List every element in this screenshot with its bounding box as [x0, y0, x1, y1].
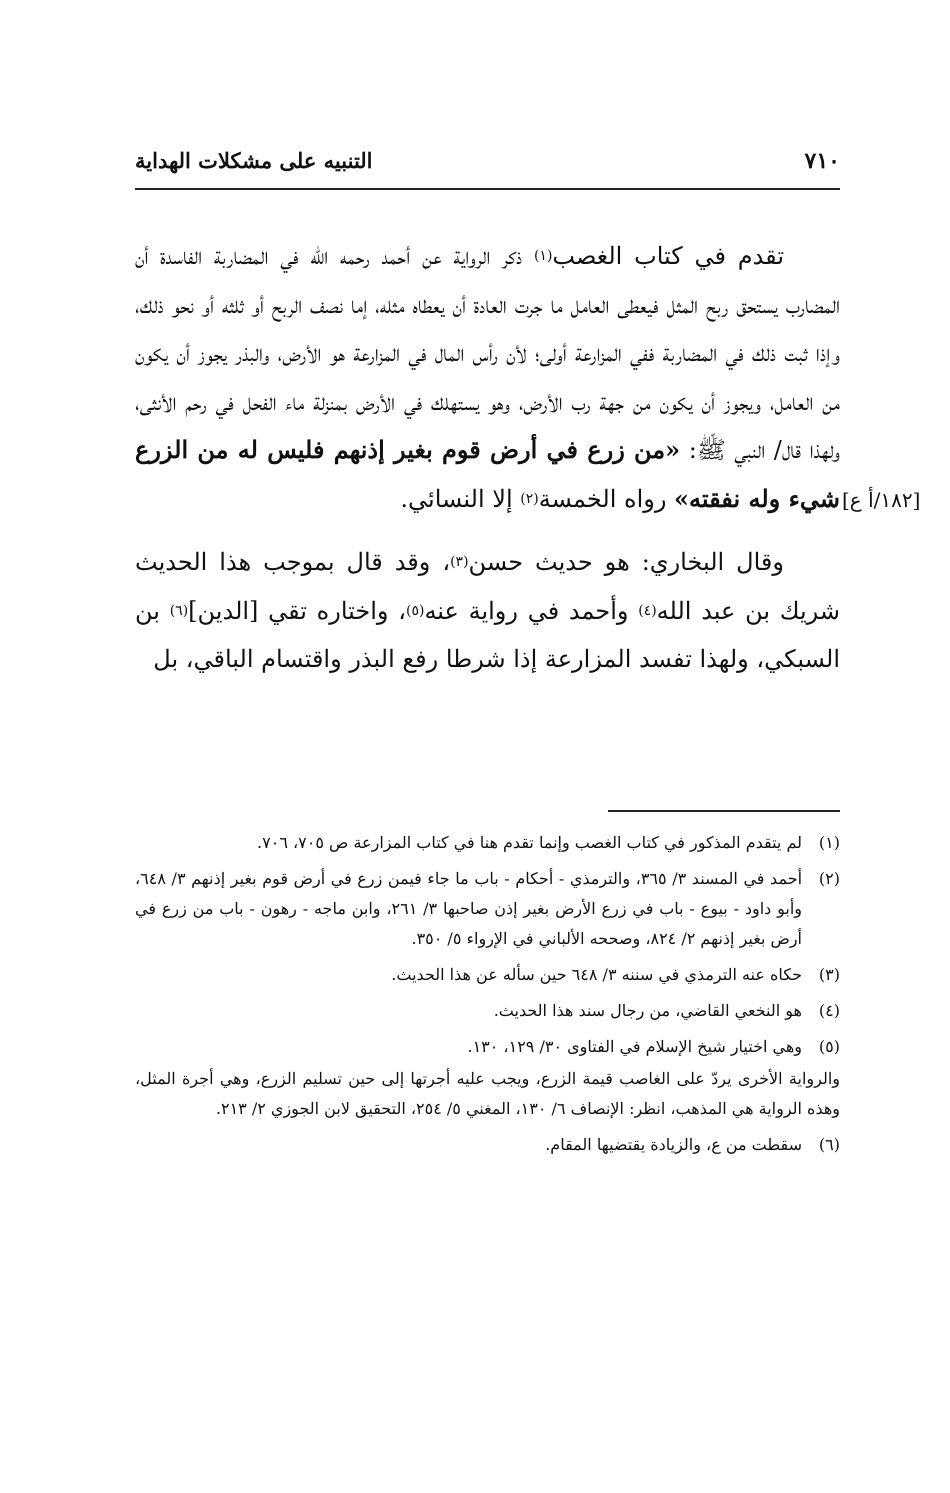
main-text: [135, 232, 840, 684]
footnote-number: (٦): [818, 1135, 840, 1154]
footnote-divider: [608, 810, 840, 812]
header-divider: [135, 188, 840, 190]
footnote-text: وهي اختيار شيخ الإسلام في الفتاوى ٣٠/ ١٢٩، ١٣٠.: [467, 1037, 802, 1056]
footnote-ref-3[interactable]: (٣): [450, 554, 469, 570]
footnote-ref-2[interactable]: (٢): [520, 490, 539, 507]
footnote-5-continuation: والرواية الأخرى يردّ على الغاصب قيمة الزرع، ويجب عليه أجرتها إلى حين تسليم الزرع، وهي أجرة المثل، وهذه الرواية هي المذهب، انظر: الإنصاف ٦/ ١٣٠، المغني ٥/ ٢٥٤، التحقيق لابن الجوزي ٢/ ٢١٣.: [135, 1069, 840, 1118]
book-title: التنبيه على مشكلات الهداية: [135, 148, 373, 173]
text-segment: رواه الخمسة: [538, 484, 675, 513]
footnote-2: [135, 864, 840, 954]
text-segment: وقال البخاري: هو حديث حسن: [468, 548, 784, 576]
footnote-text: هو النخعي القاضي، من رجال سند هذا الحديث.: [493, 1001, 802, 1020]
page-number: ٧١٠: [804, 148, 840, 174]
footnote-text: أحمد في المسند ٣/ ٣٦٥، والترمذي - أحكام - باب ما جاء فيمن زرع في أرض قوم بغير إذنهم ٣/ ٦٤٨، وأبو داود - بيوع - باب في زرع الأرض بغير إذن صاحبها ٣/ ٢٦١، وابن ماجه - رهون - باب من زرع في أرض بغير إذنهم ٢/ ٨٢٤، وصححه الألباني في الإرواء ٥/ ٣٥٠.: [135, 869, 803, 948]
text-segment: بن السبكي، ولهذا تفسد المزارعة إذا شرطا رفع البذر واقتسام الباقي، بل: [135, 596, 840, 673]
footnote-number: (٢): [818, 869, 840, 888]
text-segment: إلا النسائي.: [400, 484, 521, 513]
footnote-text: سقطت من ع، والزيادة يقتضيها المقام.: [545, 1135, 802, 1154]
footnote-4: [135, 996, 840, 1026]
text-segment: تقدم في كتاب الغصب: [552, 242, 784, 270]
footnote-text: لم يتقدم المذكور في كتاب الغصب وإنما تقدم هنا في كتاب المزارعة ص ٧٠٥، ٧٠٦.: [257, 833, 802, 852]
footnote-6: [135, 1130, 840, 1160]
paragraph-2: [135, 538, 840, 684]
footnote-number: (٥): [818, 1037, 840, 1056]
footnote-text: حكاه عنه الترمذي في سننه ٣/ ٦٤٨ حين سأله عن هذا الحديث.: [391, 965, 802, 984]
text-segment: ذكر الرواية عن أحمد رحمه الله في المضاربة الفاسدة أن المضارب يستحق ربح المثل فيعطى العامل ما جرت العادة أن يعطاه مثله، إما نصف الربح أو ثلثه أو نحو ذلك، وإذا ثبت ذلك في المضاربة ففي المزارعة أولى؛ لأن رأس المال في المزارعة هو الأرض، والبذر يجوز أن يكون من العامل، ويجوز أن يكون من جهة رب الأرض، وهو يستهلك في الأرض بمنزلة ماء الفحل في رحم الأنثى، ولهذا قال/ النبي ﷺ:: [135, 242, 840, 464]
footnote-ref-4[interactable]: (٤): [638, 602, 657, 619]
footnote-3: [135, 960, 840, 990]
text-segment: ، واختاره تقي [الدين]: [188, 596, 406, 625]
footnotes: [135, 828, 840, 1166]
footnote-ref-6[interactable]: (٦): [169, 602, 189, 619]
footnote-number: (٣): [818, 965, 840, 984]
text-segment: ، وقد قال بموجب هذا الحديث شريك بن عبد الله: [135, 548, 841, 625]
footnote-1: [135, 828, 840, 858]
hadith-quote: «من زرع في أرض قوم بغير إذنهم فليس له من الزرع شيء وله نفقته»: [135, 435, 840, 513]
footnote-ref-1[interactable]: (١): [533, 248, 553, 264]
footnote-5: [135, 1032, 840, 1062]
paragraph-1: [135, 232, 840, 523]
footnote-ref-5[interactable]: (٥): [405, 602, 425, 619]
running-header: [135, 148, 840, 182]
footnote-number: (٤): [818, 1001, 840, 1020]
manuscript-folio-marker: [١٨٢/أ ع]: [842, 488, 921, 512]
text-segment: وأحمد في رواية عنه: [424, 596, 639, 625]
footnote-number: (١): [818, 833, 840, 852]
